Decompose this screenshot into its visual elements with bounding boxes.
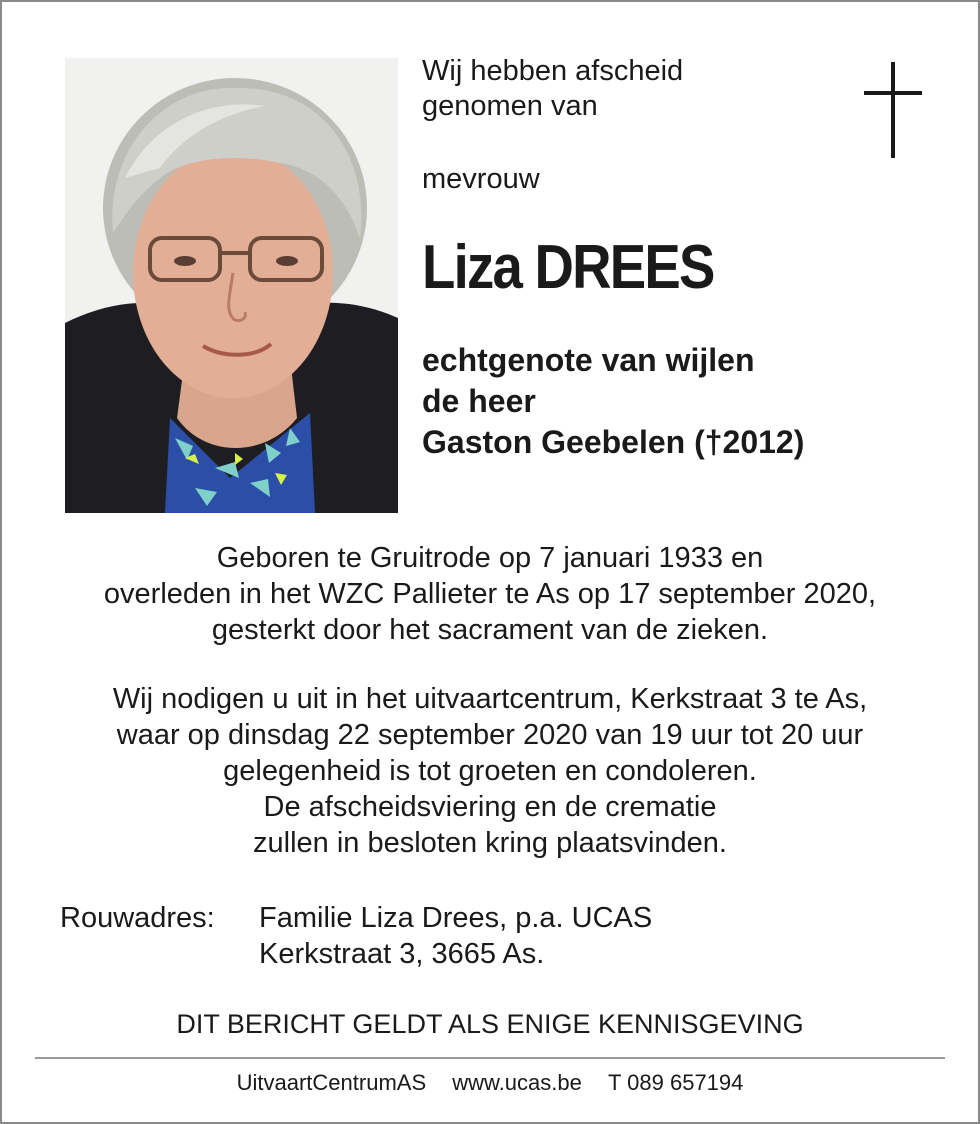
address-label: Rouwadres:	[60, 902, 215, 934]
birth-line-3: gesterkt door het sacrament van de zieken.	[211, 614, 769, 646]
spouse-info	[422, 340, 804, 463]
portrait-photo	[65, 58, 398, 513]
footer	[40, 1069, 940, 1097]
invitation-text	[40, 681, 940, 861]
cross-icon	[864, 62, 922, 158]
notice-text: DIT BERICHT GELDT ALS ENIGE KENNISGEVING	[176, 1009, 804, 1039]
invite-line-3: gelegenheid is tot groeten en condoleren.	[223, 755, 757, 787]
invite-line-1: Wij nodigen u uit in het uitvaartcentrum, Kerkstraat 3 te As,	[112, 683, 868, 715]
address-line-2: Kerkstraat 3, 3665 As.	[259, 938, 545, 970]
birth-line-1: Geboren te Gruitrode op 7 januari 1933 en	[216, 542, 764, 574]
birth-line-2: overleden in het WZC Pallieter te As op 17 september 2020,	[103, 578, 877, 610]
mourning-address	[259, 900, 652, 972]
spouse-line-2: de heer	[422, 383, 536, 419]
intro-line-1: Wij hebben afscheid	[422, 55, 684, 87]
deceased-name: Liza DREES	[422, 233, 714, 302]
address-line-1: Familie Liza Drees, p.a. UCAS	[259, 902, 653, 934]
footer-company: UitvaartCentrumAS	[236, 1070, 427, 1095]
spouse-line-3: Gaston Geebelen (†2012)	[422, 424, 805, 460]
intro-text	[422, 54, 683, 124]
footer-divider	[35, 1057, 945, 1059]
intro-line-2: genomen van	[422, 90, 598, 122]
footer-website[interactable]: www.ucas.be	[452, 1070, 582, 1095]
spouse-line-1: echtgenote van wijlen	[422, 342, 755, 378]
invite-line-4: De afscheidsviering en de crematie	[263, 791, 717, 823]
invite-line-5: zullen in besloten kring plaatsvinden.	[253, 827, 727, 859]
honorific: mevrouw	[422, 163, 540, 195]
footer-phone: T 089 657194	[608, 1070, 744, 1095]
invite-line-2: waar op dinsdag 22 september 2020 van 19 uur tot 20 uur	[116, 719, 864, 751]
birth-death-info	[40, 540, 940, 648]
